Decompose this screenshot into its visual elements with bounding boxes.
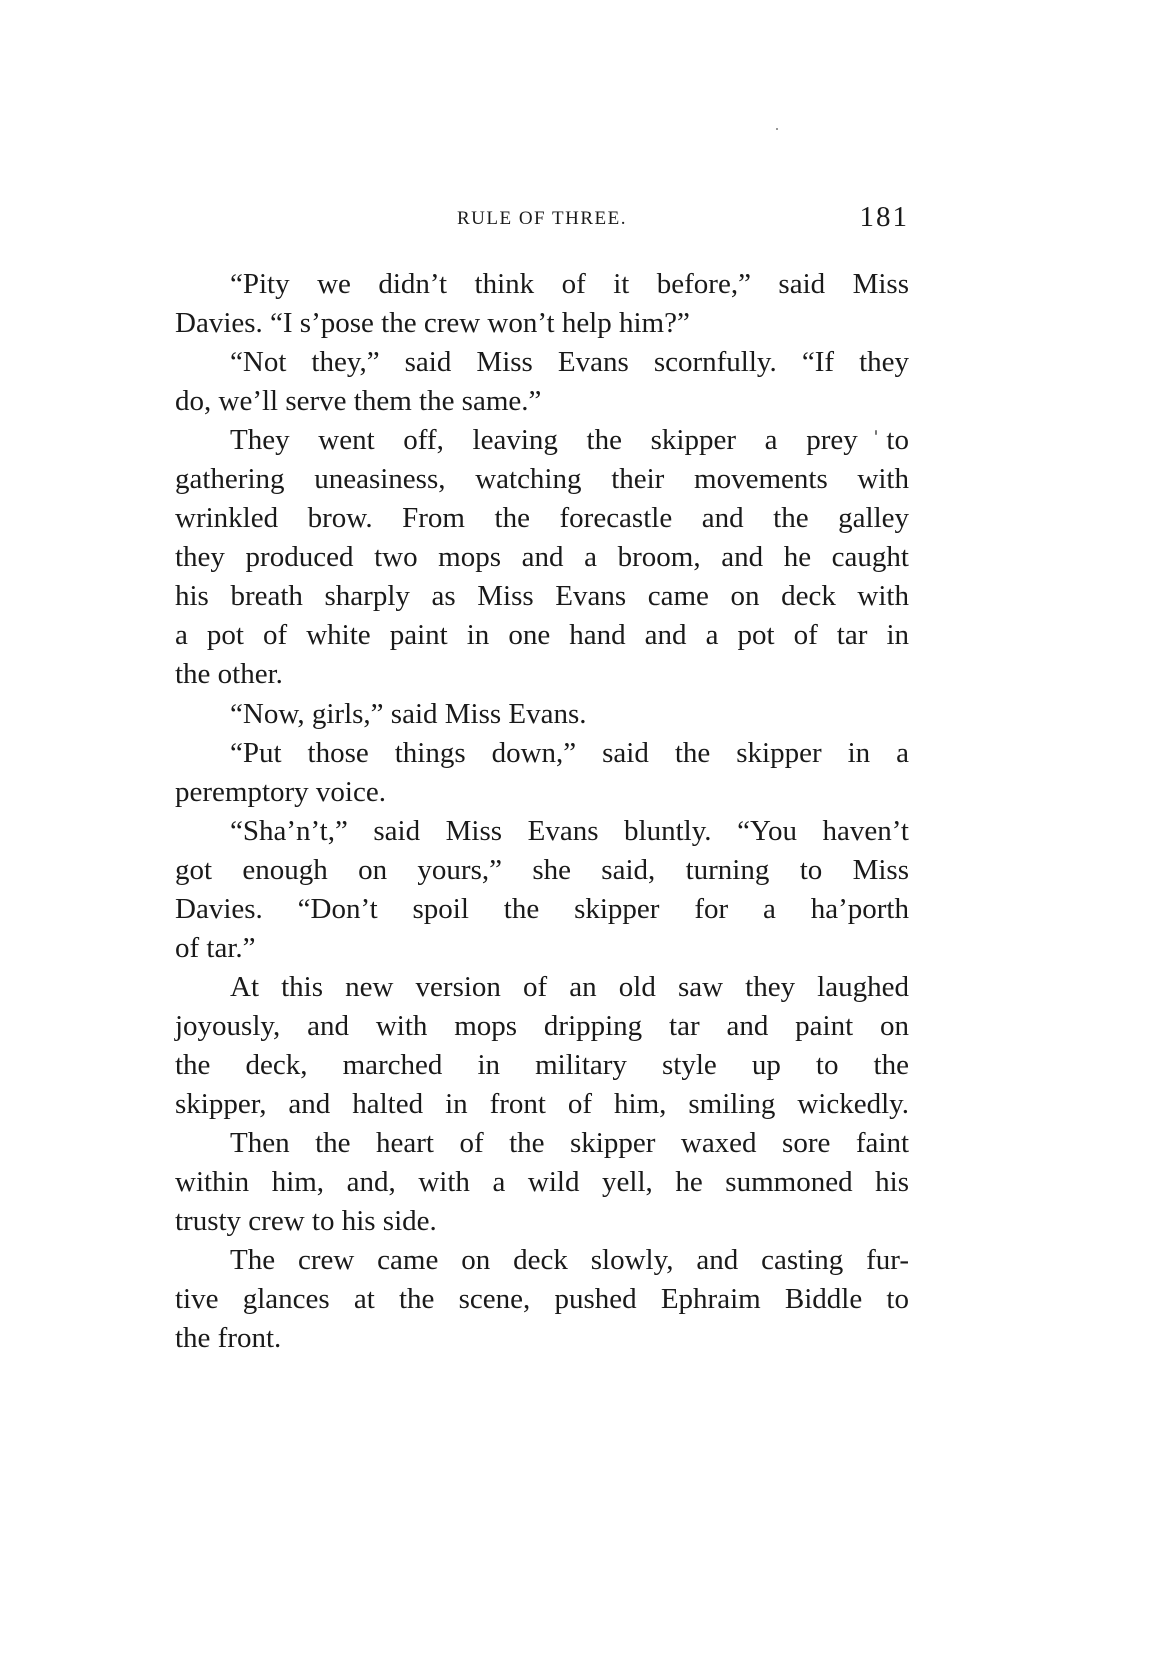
text-line: of tar.” xyxy=(175,931,256,964)
text-line: They went off, leaving the skipper a prey to xyxy=(230,424,909,457)
text-line: “Now, girls,” said Miss Evans. xyxy=(230,697,587,730)
text-line: gathering uneasiness, watching their movements with xyxy=(175,463,909,496)
text-line: “Not they,” said Miss Evans scornfully. “If they xyxy=(230,346,909,379)
text-line: peremptory voice. xyxy=(175,775,386,808)
text-line: skipper, and halted in front of him, smiling wickedly. xyxy=(175,1087,909,1120)
text-line: got enough on yours,” she said, turning to Miss xyxy=(175,853,909,886)
text-line: the front. xyxy=(175,1322,282,1355)
paper-speck xyxy=(776,128,778,130)
text-line: the other. xyxy=(175,658,283,691)
text-line: within him, and, with a wild yell, he summoned his xyxy=(175,1166,909,1199)
text-line: do, we’ll serve them the same.” xyxy=(175,385,542,418)
text-line: Davies. “I s’pose the crew won’t help him?” xyxy=(175,307,690,340)
text-line: joyously, and with mops dripping tar and paint on xyxy=(175,1009,909,1042)
text-line: his breath sharply as Miss Evans came on deck with xyxy=(175,580,909,613)
text-line: “Pity we didn’t think of it before,” said Miss xyxy=(230,268,909,300)
text-line: wrinkled brow. From the forecastle and the galley xyxy=(175,502,909,535)
body-text xyxy=(175,265,909,1358)
text-line: “Sha’n’t,” said Miss Evans bluntly. “You haven’t xyxy=(230,814,909,847)
page-number: 181 xyxy=(859,201,909,233)
text-line: they produced two mops and a broom, and he caught xyxy=(175,541,909,574)
text-line: At this new version of an old saw they laughed xyxy=(230,970,909,1003)
text-line: Davies. “Don’t spoil the skipper for a ha’porth xyxy=(175,892,909,925)
text-line: the deck, marched in military style up to the xyxy=(175,1048,909,1081)
running-head xyxy=(175,201,909,241)
text-line: tive glances at the scene, pushed Ephraim Biddle to xyxy=(175,1283,909,1316)
text-line: The crew came on deck slowly, and casting fur- xyxy=(230,1244,909,1277)
running-title: RULE OF THREE. xyxy=(456,208,627,229)
text-line: Then the heart of the skipper waxed sore faint xyxy=(230,1127,909,1160)
text-line: “Put those things down,” said the skipper in a xyxy=(230,736,909,769)
text-line: a pot of white paint in one hand and a pot of tar in xyxy=(175,619,909,652)
text-line: trusty crew to his side. xyxy=(175,1205,437,1238)
